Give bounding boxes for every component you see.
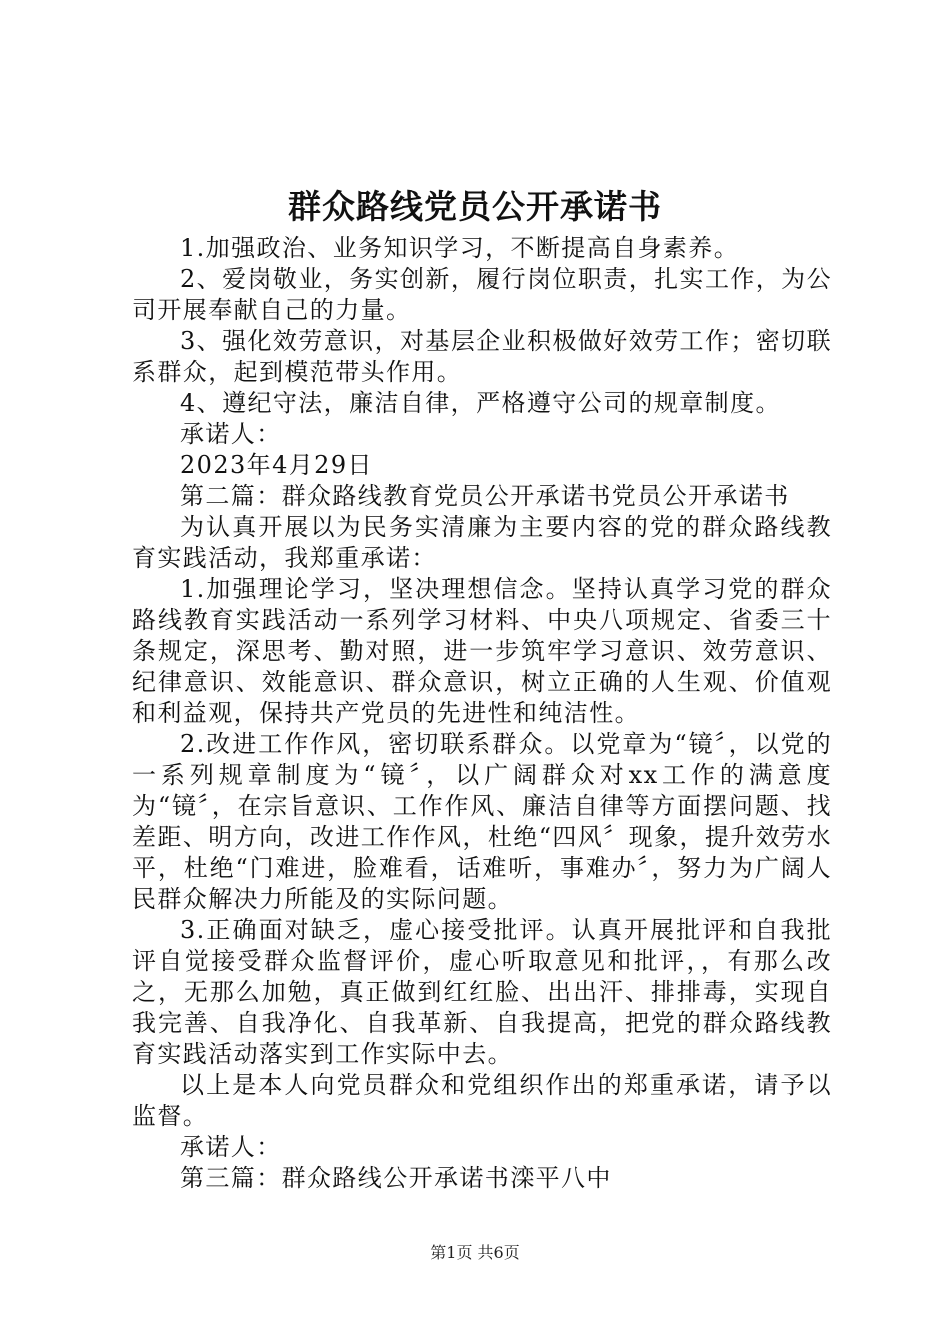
paragraph: 2.改进工作作风，密切联系群众。以党章为“镜〞，以党的一系列规章制度为“镜〞，以广阔群众对xx工作的满意度为“镜〞，在宗旨意识、工作作风、廉洁自律等方面摆问题、找差距、明方向，改进工作作风，杜绝“四风〞现象，提升效劳水平，杜绝“门难进，脸难看，话难听，事难办〞，努力为广阔人民群众解决力所能及的实际问题。: [132, 730, 832, 913]
paragraph: 3、强化效劳意识，对基层企业积极做好效劳工作；密切联系群众，起到模范带头作用。: [132, 327, 832, 386]
signatory-label: 承诺人：: [180, 420, 282, 448]
document-title: 群众路线党员公开承诺书: [288, 187, 662, 226]
paragraph: 以上是本人向党员群众和党组织作出的郑重承诺，请予以监督。: [132, 1071, 832, 1130]
paragraph: 为认真开展以为民务实清廉为主要内容的党的群众路线教育实践活动，我郑重承诺：: [132, 513, 832, 572]
date-line: 2023年4月29日: [180, 451, 373, 479]
page-footer: 第1页 共6页: [430, 1243, 520, 1262]
paragraph: 4、遵纪守法，廉洁自律，严格遵守公司的规章制度。: [180, 389, 781, 417]
document-body: [132, 233, 832, 1194]
paragraph: 1.加强理论学习，坚决理想信念。坚持认真学习党的群众路线教育实践活动一系列学习材料、中央八项规定、省委三十条规定，深思考、勤对照，进一步筑牢学习意识、效劳意识、纪律意识、效能意识、群众意识，树立正确的人生观、价值观和利益观，保持共产党员的先进性和纯洁性。: [132, 575, 832, 727]
paragraph: 1.加强政治、业务知识学习，不断提高自身素养。: [180, 234, 740, 262]
paragraph: 3.正确面对缺乏，虚心接受批评。认真开展批评和自我批评自觉接受群众监督评价，虚心听取意见和批评，，有那么改之，无那么加勉，真正做到红红脸、出出汗、排排毒，实现自我完善、自我净化、自我革新、自我提高，把党的群众路线教育实践活动落实到工作实际中去。: [132, 916, 832, 1068]
section-heading: 第二篇：群众路线教育党员公开承诺书党员公开承诺书: [180, 482, 790, 510]
paragraph: 2、爱岗敬业，务实创新，履行岗位职责，扎实工作，为公司开展奉献自己的力量。: [132, 265, 832, 324]
signatory-label: 承诺人：: [180, 1133, 282, 1161]
section-heading: 第三篇：群众路线公开承诺书滦平八中: [180, 1164, 612, 1192]
